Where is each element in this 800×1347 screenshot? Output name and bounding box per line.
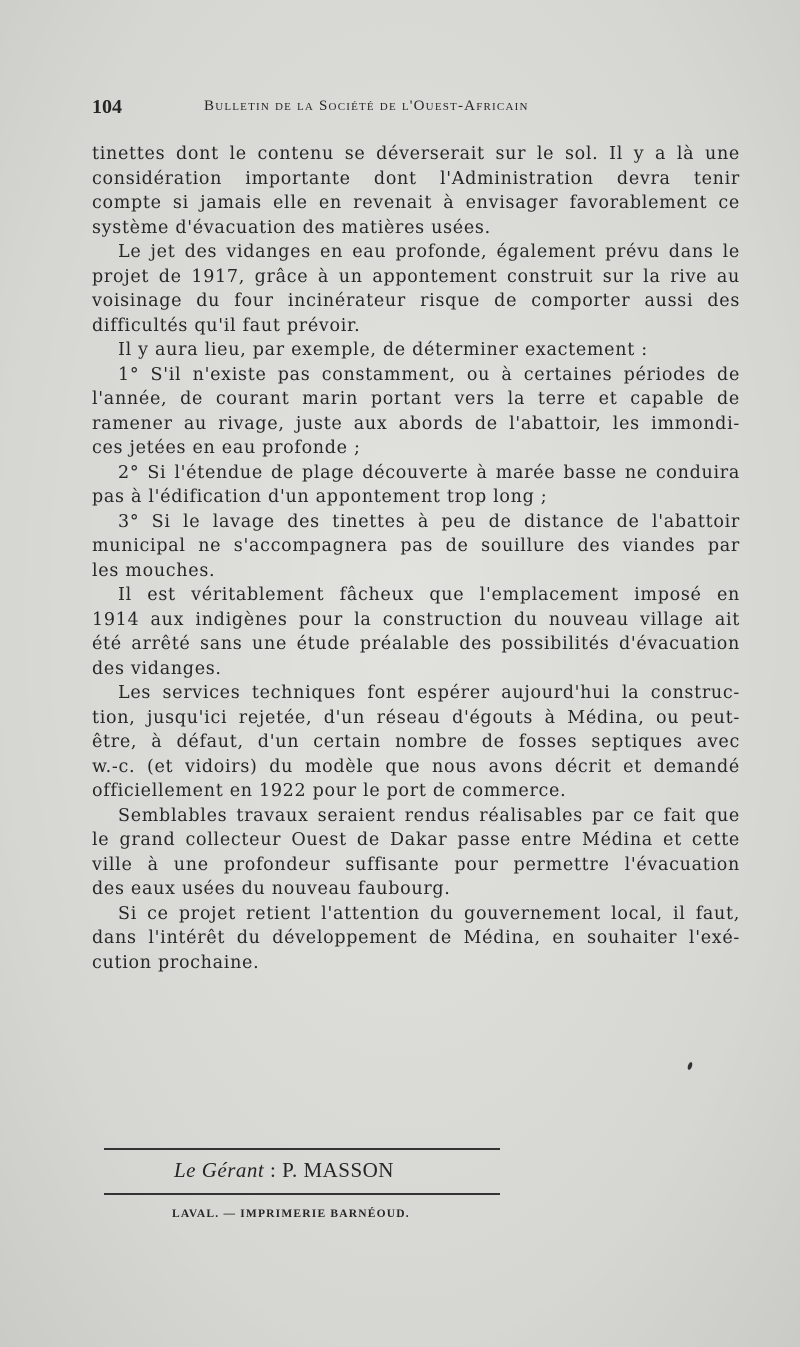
text-line: Les services techniques font espérer aujourd'hui la construc- [118,683,740,703]
text-line: 3° Si le lavage des tinettes à peu de distance de l'abattoir [118,511,740,532]
text-line: été arrêté sans une étude préalable des possibilités d'évacuation [92,634,740,654]
running-head: Bulletin de la Société de l'Ouest-Africain [204,98,529,114]
text-line: tinettes dont le contenu se déverserait sur le sol. Il y a là une [92,144,740,164]
text-line: ramener au rivage, juste aux abords de l'abattoir, les immondi- [92,413,740,434]
text-line: cution prochaine. [92,952,260,973]
signature [174,1158,394,1183]
text-line: ces jetées en eau profonde ; [92,438,361,458]
text-line: 2° Si l'étendue de plage découverte à marée basse ne conduira [118,462,740,483]
body-text [92,142,740,975]
text-line: Si ce projet retient l'attention du gouvernement local, il faut, [118,903,740,924]
text-line: officiellement en 1922 pour le port de commerce. [92,781,567,801]
text-line: Semblables travaux seraient rendus réalisables par ce fait que [118,805,740,826]
text-line: des vidanges. [92,658,222,679]
text-line: 1914 aux indigènes pour la construction du nouveau village ait [92,609,740,630]
text-line: ville à une profondeur suffisante pour permettre l'évacuation [92,854,740,875]
text-line: compte si jamais elle en revenait à envisager favorablement ce [92,193,740,213]
text-line: pas à l'édification d'un appontement trop long ; [92,487,548,507]
text-line: municipal ne s'accompagnera pas de souillure des viandes par [92,536,740,556]
text-line: voisinage du four incinérateur risque de comporter aussi des [92,291,740,311]
text-line: les mouches. [92,560,216,581]
text-line: w.-c. (et vidoirs) du modèle que nous avons décrit et demandé [92,756,740,777]
page-number: 104 [92,96,122,118]
text-line: considération importante dont l'Administration devra tenir [92,168,740,189]
footer-rule-bottom [104,1193,500,1195]
signature-separator: : [264,1158,283,1182]
ink-spot [687,1062,693,1071]
signature-name: P. MASSON [282,1158,394,1182]
text-line: système d'évacuation des matières usées. [92,217,491,238]
printer-imprint: LAVAL. — IMPRIMERIE BARNÉOUD. [172,1208,410,1220]
signature-label: Le Gérant [174,1158,265,1182]
text-line: tion, jusqu'ici rejetée, d'un réseau d'égouts à Médina, ou peut- [92,707,740,728]
text-line: Le jet des vidanges en eau profonde, également prévu dans le [118,242,740,262]
text-line: 1° S'il n'existe pas constamment, ou à certaines périodes de [118,364,740,385]
text-line: projet de 1917, grâce à un appontement construit sur la rive au [92,266,740,287]
text-line: difficultés qu'il faut prévoir. [92,315,361,336]
text-line: être, à défaut, d'un certain nombre de fosses septiques avec [92,732,740,752]
footer-rule-top [104,1148,500,1150]
text-line: dans l'intérêt du développement de Médina, en souhaiter l'exé- [92,928,740,948]
text-line: des eaux usées du nouveau faubourg. [92,879,451,899]
text-line: l'année, de courant marin portant vers la terre et capable de [92,389,740,409]
text-line: Il est véritablement fâcheux que l'emplacement imposé en [118,585,740,605]
text-line: le grand collecteur Ouest de Dakar passe entre Médina et cette [92,830,740,850]
page-header [92,96,742,120]
text-line: Il y aura lieu, par exemple, de déterminer exactement : [118,340,648,360]
